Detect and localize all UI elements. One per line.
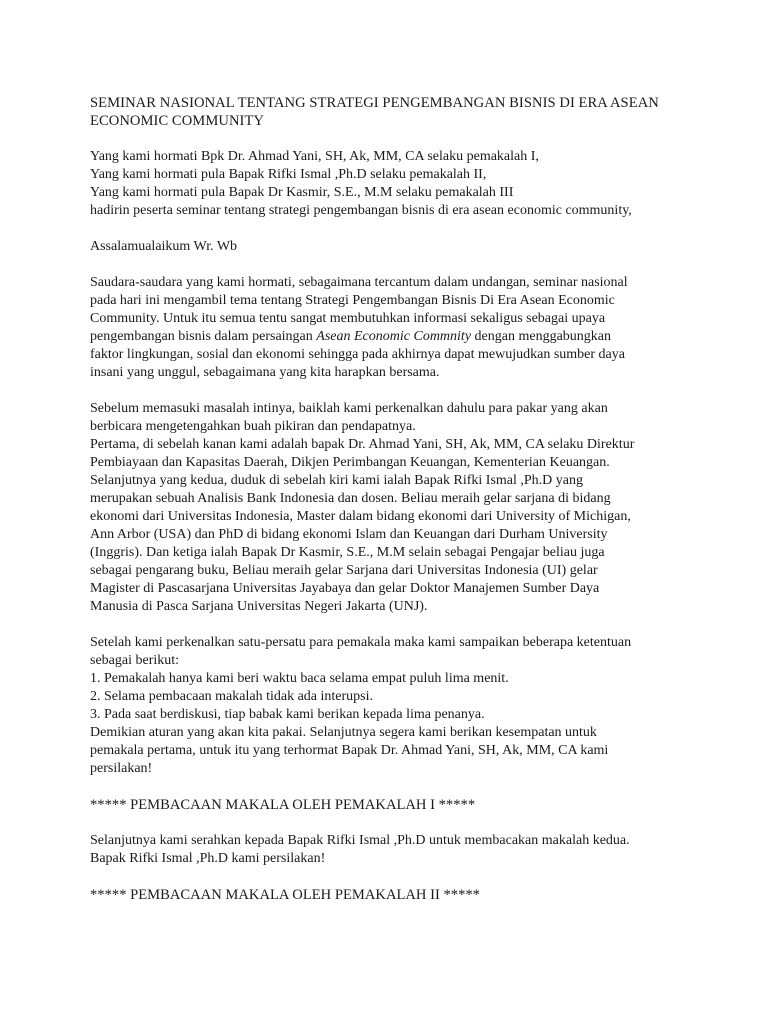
- transition-paragraph: [90, 832, 708, 868]
- speakers-line: Selanjutnya yang kedua, duduk di sebelah kiri kami ialah Bapak Rifki Ismal ,Ph.D yang: [90, 473, 584, 488]
- speakers-line: Sebelum memasuki masalah intinya, baiklah kami perkenalkan dahulu para pakar yang akan: [90, 401, 608, 416]
- document-title: [90, 94, 708, 130]
- greeting-line: Yang kami hormati pula Bapak Rifki Ismal ,Ph.D selaku pemakalah II,: [90, 167, 487, 182]
- speakers-line: Manusia di Pasca Sarjana Universitas Negeri Jakarta (UNJ).: [90, 599, 428, 614]
- rules-list-item: 1. Pemakalah hanya kami beri waktu baca selama empat puluh lima menit.: [90, 671, 509, 686]
- intro-italic-term: Asean Economic Commnity: [316, 329, 472, 344]
- transition-line: Bapak Rifki Ismal ,Ph.D kami persilakan!: [90, 851, 326, 866]
- speakers-line: Pertama, di sebelah kanan kami adalah bapak Dr. Ahmad Yani, SH, Ak, MM, CA selaku Direktur: [90, 437, 635, 452]
- salutation-line: Assalamualaikum Wr. Wb: [90, 239, 238, 254]
- intro-line: faktor lingkungan, sosial dan ekonomi sehingga pada akhirnya dapat mewujudkan sumber daya: [90, 347, 625, 362]
- intro-line: Saudara-saudara yang kami hormati, sebagaimana tercantum dalam undangan, seminar nasional: [90, 275, 628, 290]
- speakers-line: sebagai pengarang buku, Beliau meraih gelar Sarjana dari Universitas Indonesia (UI) gelar: [90, 563, 598, 578]
- speakers-line: Magister di Pascasarjana Universitas Jayabaya dan gelar Doktor Manajemen Sumber Daya: [90, 581, 600, 596]
- greeting-line: Yang kami hormati Bpk Dr. Ahmad Yani, SH, Ak, MM, CA selaku pemakalah I,: [90, 149, 539, 164]
- title-line: ECONOMIC COMMUNITY: [90, 113, 265, 129]
- session-1-heading: [90, 796, 708, 814]
- session-heading-line: ***** PEMBACAAN MAKALA OLEH PEMAKALAH I *****: [90, 797, 476, 813]
- speakers-line: berbicara mengetengahkan buah pikiran dan pendapatnya.: [90, 419, 416, 434]
- transition-line: Selanjutnya kami serahkan kepada Bapak Rifki Ismal ,Ph.D untuk membacakan makalah kedua.: [90, 833, 630, 848]
- intro-text: dengan menggabungkan: [471, 329, 611, 344]
- intro-line: pada hari ini mengambil tema tentang Strategi Pengembangan Bisnis Di Era Asean Economic: [90, 293, 615, 308]
- salutation-paragraph: [90, 238, 708, 256]
- session-heading-line: ***** PEMBACAAN MAKALA OLEH PEMAKALAH II *****: [90, 887, 480, 903]
- intro-line: insani yang unggul, sebagaimana yang kita harapkan bersama.: [90, 365, 440, 380]
- intro-paragraph: [90, 274, 708, 382]
- rules-list-item: 3. Pada saat berdiskusi, tiap babak kami berikan kepada lima penanya.: [90, 707, 485, 722]
- rules-line: pemakala pertama, untuk itu yang terhormat Bapak Dr. Ahmad Yani, SH, Ak, MM, CA kami: [90, 743, 609, 758]
- rules-list-item: 2. Selama pembacaan makalah tidak ada interupsi.: [90, 689, 374, 704]
- intro-line: [90, 328, 708, 346]
- speakers-line: (Inggris). Dan ketiga ialah Bapak Dr Kasmir, S.E., M.M selain sebagai Pengajar beliau juga: [90, 545, 605, 560]
- speakers-paragraph: [90, 400, 708, 616]
- greeting-line: hadirin peserta seminar tentang strategi pengembangan bisnis di era asean economic community,: [90, 203, 632, 218]
- greeting-line: Yang kami hormati pula Bapak Dr Kasmir, S.E., M.M selaku pemakalah III: [90, 185, 514, 200]
- session-2-heading: [90, 886, 708, 904]
- rules-line: persilakan!: [90, 761, 153, 776]
- title-line: SEMINAR NASIONAL TENTANG STRATEGI PENGEMBANGAN BISNIS DI ERA ASEAN: [90, 95, 659, 111]
- intro-text: pengembangan bisnis dalam persaingan: [90, 329, 317, 344]
- greetings-paragraph: [90, 148, 708, 220]
- rules-line: sebagai berikut:: [90, 653, 180, 668]
- speakers-line: ekonomi dari Universitas Indonesia, Master dalam bidang ekonomi dari University of Michigan,: [90, 509, 631, 524]
- intro-line: Community. Untuk itu semua tentu sangat membutuhkan informasi sekaligus sebagai upaya: [90, 311, 606, 326]
- speakers-line: merupakan sebuah Analisis Bank Indonesia dan dosen. Beliau meraih gelar sarjana di bidang: [90, 491, 611, 506]
- rules-line: Setelah kami perkenalkan satu-persatu para pemakala maka kami sampaikan beberapa ketentuan: [90, 635, 632, 650]
- rules-line: Demikian aturan yang akan kita pakai. Selanjutnya segera kami berikan kesempatan untuk: [90, 725, 597, 740]
- rules-paragraph: [90, 634, 708, 778]
- speakers-line: Pembiayaan dan Kapasitas Daerah, Dikjen Perimbangan Keuangan, Kementerian Keuangan.: [90, 455, 610, 470]
- speakers-line: Ann Arbor (USA) dan PhD di bidang ekonomi Islam dan Keuangan dari Durham University: [90, 527, 608, 542]
